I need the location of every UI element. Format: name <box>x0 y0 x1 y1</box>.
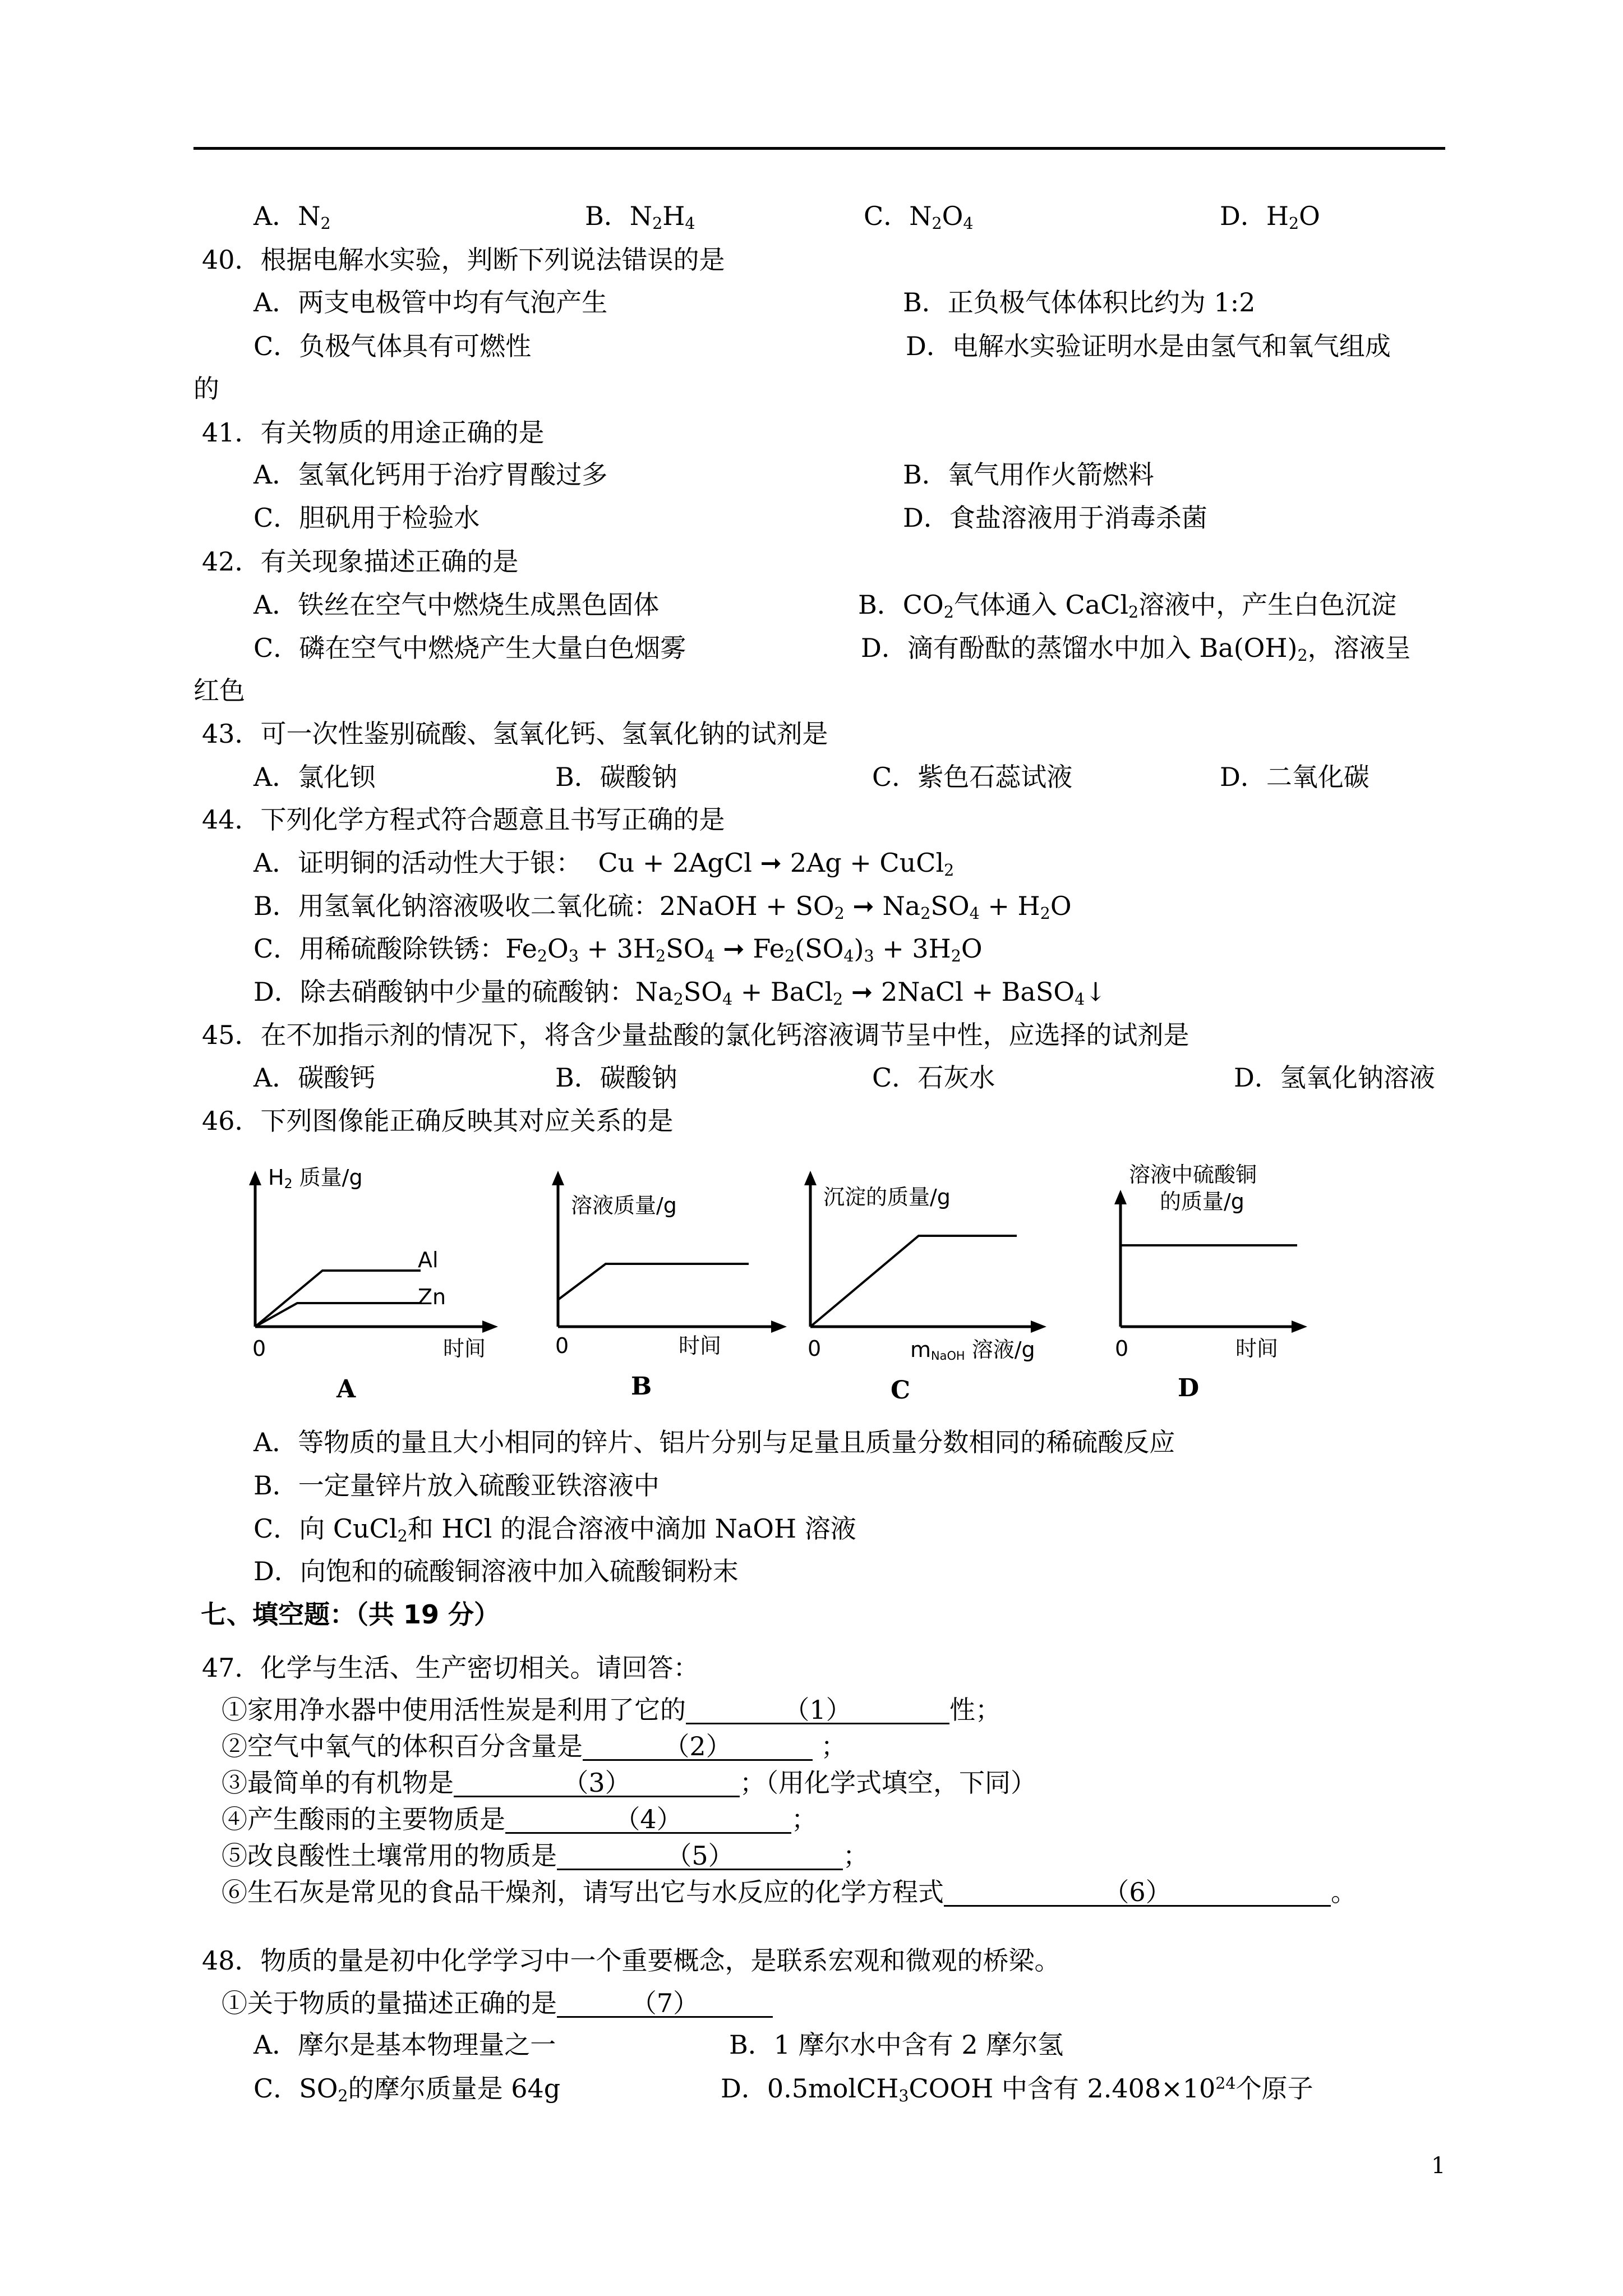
q41-option-c: C．胆矾用于检验水 <box>253 503 480 533</box>
q45-option-c: C．石灰水 <box>872 1062 995 1093</box>
graph-c-ylabel: 沉淀的质量/g <box>823 1185 951 1209</box>
q48-option-b: B．1 摩尔水中含有 2 摩尔氢 <box>729 2030 1064 2060</box>
q47-item-1: ①家用净水器中使用活性炭是利用了它的 （1） 性； <box>222 1695 1001 1725</box>
graph-a-xlabel: 时间 <box>443 1336 486 1361</box>
graph-c-letter: C <box>891 1376 911 1405</box>
q40-option-a: A．两支电极管中均有气泡产生 <box>253 287 608 318</box>
q44-option-a: A．证明铜的活动性大于银： Cu + 2AgCl ➞ 2Ag + CuCl$_2$ <box>253 848 955 880</box>
q40-stem: 40．根据电解水实验，判断下列说法错误的是 <box>202 245 725 275</box>
graph-c-x-arrow <box>1031 1320 1046 1333</box>
q47-item-6: ⑥生石灰是常见的食品干燥剂，请写出它与水反应的化学方程式 （6） 。 <box>222 1877 1357 1907</box>
q47-item-4: ④产生酸雨的主要物质是 （4） ； <box>222 1804 817 1834</box>
q48-option-d: D．0.5molCH$_3$COOH 中含有 $2.408\times 10^{24}$个原子 <box>721 2073 1313 2106</box>
graph-c <box>790 1164 1059 1422</box>
graph-a-letter: A <box>336 1375 356 1404</box>
graph-c-y-arrow <box>804 1171 817 1185</box>
graph-d-xlabel: 时间 <box>1235 1336 1279 1361</box>
q42-option-b: B．$CO_2$气体通入 CaCl$_2$溶液中，产生白色沉淀 <box>858 590 1397 622</box>
graph-c-line <box>810 1236 1017 1327</box>
q44-option-b: B．用氢氧化钠溶液吸收二氧化硫：2NaOH + $SO_2$ ➞ $Na_2SO_4 + H_2O$ <box>253 891 1072 923</box>
q43-option-d: D．二氧化碳 <box>1220 762 1370 792</box>
graph-b-origin: 0 <box>555 1333 569 1358</box>
q46-option-b: B．一定量锌片放入硫酸亚铁溶液中 <box>253 1470 660 1501</box>
graph-b-letter: B <box>631 1372 652 1401</box>
q41-stem: 41．有关物质的用途正确的是 <box>202 417 545 448</box>
q46-option-a: A．等物质的量且大小相同的锌片、铝片分别与足量且质量分数相同的稀硫酸反应 <box>253 1427 1175 1457</box>
graph-a-y-arrow <box>249 1171 261 1185</box>
graph-b-x-arrow <box>771 1320 787 1333</box>
q47-item-5: ⑤改良酸性土壤常用的物质是 （5） ； <box>222 1841 869 1871</box>
graph-a-plot <box>236 1164 505 1422</box>
graph-d-origin: 0 <box>1115 1336 1129 1361</box>
q39-option-a: A．$N_2$ <box>253 201 331 233</box>
section-heading: 七、填空题：（共 19 分） <box>201 1599 500 1630</box>
graph-b-line <box>558 1264 749 1300</box>
graph-b <box>538 1164 808 1422</box>
graph-d-y-arrow <box>1114 1190 1127 1204</box>
q48-option-a: A．摩尔是基本物理量之一 <box>253 2030 556 2060</box>
q47-stem: 47．化学与生活、生产密切相关。请回答： <box>202 1653 699 1683</box>
q47-item-2: ②空气中氧气的体积百分含量是 （2） ； <box>222 1731 847 1761</box>
q44-stem: 44．下列化学方程式符合题意且书写正确的是 <box>202 804 725 835</box>
graph-a <box>236 1164 505 1422</box>
graph-d-ylabel-line2: 的质量/g <box>1160 1189 1244 1214</box>
header-rule <box>193 147 1445 150</box>
q42-stem: 42．有关现象描述正确的是 <box>202 546 519 577</box>
graph-d-ylabel-line1: 溶液中硫酸铜 <box>1129 1162 1257 1187</box>
q45-option-d: D．氢氧化钠溶液 <box>1234 1062 1435 1093</box>
graph-a-origin: 0 <box>252 1336 266 1361</box>
graph-a-line-al <box>255 1271 421 1327</box>
q42-option-d: D．滴有酚酞的蒸馏水中加入 $Ba(OH)_2$，溶液呈 <box>861 633 1411 665</box>
graph-d-x-arrow <box>1292 1320 1307 1333</box>
q44-option-d: D．除去硝酸钠中少量的硫酸钠：$Na_2SO_4$ + BaCl$_2$ ➞ 2NaCl + BaSO$_4$↓ <box>253 977 1106 1009</box>
q48-stem: 48．物质的量是初中化学学习中一个重要概念，是联系宏观和微观的桥梁。 <box>202 1945 1061 1976</box>
q46-stem: 46．下列图像能正确反映其对应关系的是 <box>202 1106 674 1136</box>
q42-option-c: C．磷在空气中燃烧产生大量白色烟雾 <box>253 633 686 663</box>
graph-a-x-arrow <box>482 1320 498 1333</box>
q45-option-a: A．碳酸钙 <box>253 1062 376 1093</box>
q41-option-d: D．食盐溶液用于消毒杀菌 <box>903 503 1207 533</box>
q43-stem: 43．可一次性鉴别硫酸、氢氧化钙、氢氧化钠的试剂是 <box>202 719 828 749</box>
q43-option-b: B．碳酸钠 <box>555 762 677 792</box>
graph-b-y-arrow <box>552 1171 564 1185</box>
q41-option-b: B．氧气用作火箭燃料 <box>903 459 1154 490</box>
q40-option-d: D．电解水实验证明水是由氢气和氧气组成 <box>906 331 1391 361</box>
q47-item-3: ③最简单的有机物是 （3） ；（用化学式填空，下同） <box>222 1768 1036 1798</box>
q42-option-d-wrap: 红色 <box>193 675 245 706</box>
graph-c-origin: 0 <box>808 1336 822 1361</box>
q46-option-d: D．向饱和的硫酸铜溶液中加入硫酸铜粉末 <box>253 1556 739 1586</box>
q44-option-c: C．用稀硫酸除铁锈：$Fe_2O_3 + 3H_2SO_4$ ➞ $Fe_2(SO_4)_3 + 3H_2O$ <box>253 933 983 966</box>
q43-option-a: A．氯化钡 <box>253 762 376 792</box>
q40-option-b: B．正负极气体体积比约为 1:2 <box>903 287 1256 318</box>
answer-blank-1[interactable]: （1） <box>686 1697 949 1724</box>
answer-blank-7[interactable]: （7） <box>557 1990 773 2018</box>
graph-b-xlabel: 时间 <box>679 1333 722 1358</box>
q48-option-c: C．$SO_2$的摩尔质量是 64g <box>253 2073 561 2106</box>
q46-option-c: C．向 CuCl$_2$和 HCl 的混合溶液中滴加 NaOH 溶液 <box>253 1513 856 1546</box>
q42-option-a: A．铁丝在空气中燃烧生成黑色固体 <box>253 590 660 620</box>
graph-a-label-zn: Zn <box>418 1285 446 1309</box>
answer-blank-4[interactable]: （4） <box>505 1806 791 1834</box>
q43-option-c: C．紫色石蕊试液 <box>872 762 1073 792</box>
q48-sub1: ①关于物质的量描述正确的是 （7） <box>222 1990 773 2018</box>
answer-blank-5[interactable]: （5） <box>557 1843 843 1870</box>
q45-option-b: B．碳酸钠 <box>555 1062 677 1093</box>
q40-option-c: C．负极气体具有可燃性 <box>253 331 532 361</box>
q40-option-d-wrap: 的 <box>193 374 219 404</box>
q39-option-c: C．$N_2O_4$ <box>864 201 974 233</box>
graph-d <box>1101 1164 1370 1422</box>
graph-d-letter: D <box>1178 1374 1200 1402</box>
answer-blank-3[interactable]: （3） <box>454 1770 740 1797</box>
q45-stem: 45．在不加指示剂的情况下，将含少量盐酸的氯化钙溶液调节呈中性，应选择的试剂是 <box>202 1020 1189 1050</box>
q39-option-d: D．$H_2O$ <box>1220 201 1320 233</box>
q41-option-a: A．氢氧化钙用于治疗胃酸过多 <box>253 459 608 490</box>
graph-a-label-al: Al <box>418 1248 439 1272</box>
page-number: 1 <box>1431 2153 1446 2179</box>
answer-blank-2[interactable]: （2） <box>583 1733 813 1761</box>
graph-c-xlabel: $m_{NaOH}$ 溶液/g <box>910 1337 1035 1363</box>
q39-option-b: B．$N_2H_4$ <box>585 201 695 233</box>
answer-blank-6[interactable]: （6） <box>944 1879 1331 1907</box>
graph-a-ylabel: $H_2$ 质量/g <box>268 1165 363 1191</box>
graph-b-ylabel: 溶液质量/g <box>571 1193 677 1218</box>
